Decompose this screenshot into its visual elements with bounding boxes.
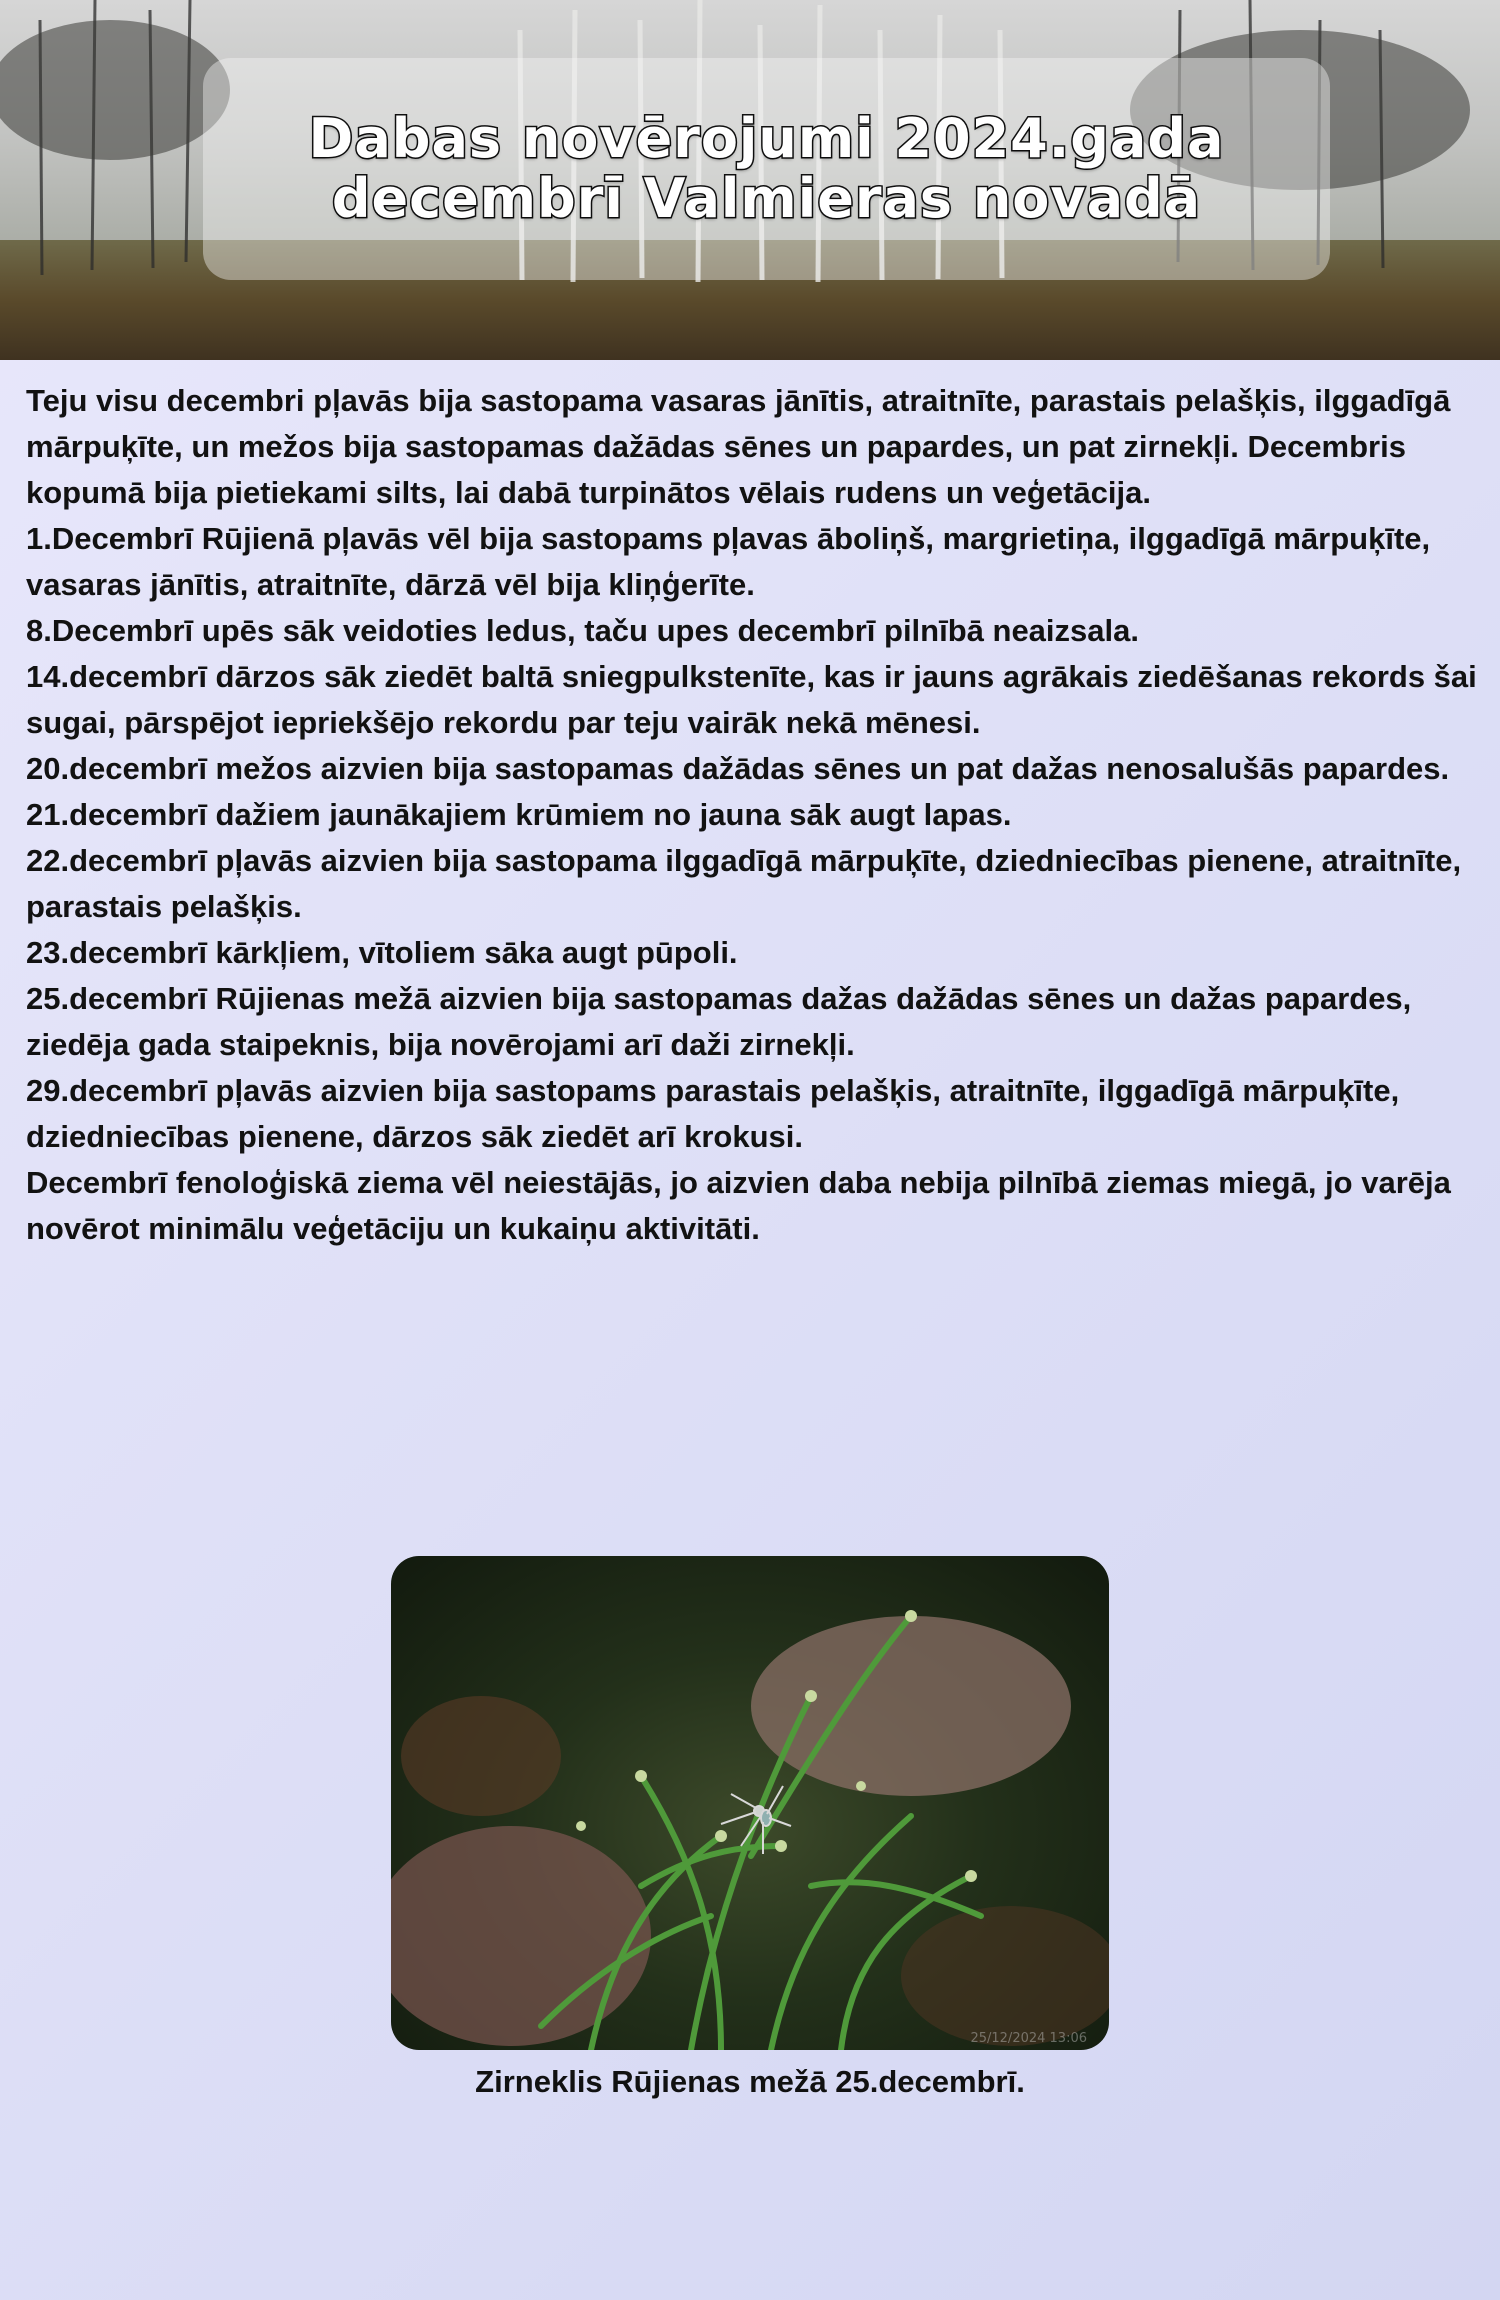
paragraph-dec-25: 25.decembrī Rūjienas mežā aizvien bija sastopamas dažas dažādas sēnes un dažas papardes, ziedēja gada staipeknis, bija novērojami arī daži zirnekļi.: [26, 981, 1412, 1062]
page-title-line-2: decembrī Valmieras novadā: [331, 167, 1202, 230]
page-title-line-1: Dabas novērojumi 2024.gada: [308, 107, 1225, 170]
page-title: [309, 109, 1225, 229]
paragraph-conclusion: Decembrī fenoloģiskā ziema vēl neiestājās, jo aizvien daba nebija pilnībā ziemas miegā, jo varēja novērot minimālu veģetāciju un kukaiņu aktivitāti.: [26, 1165, 1451, 1246]
paragraph-dec-22: 22.decembrī pļavās aizvien bija sastopama ilggadīgā mārpuķīte, dziedniecības pienene, atraitnīte, parastais pelašķis.: [26, 843, 1462, 924]
paragraph-dec-29: 29.decembrī pļavās aizvien bija sastopams parastais pelašķis, atraitnīte, ilggadīgā mārpuķīte, dziedniecības pienene, dārzos sāk ziedēt arī krokusi.: [26, 1073, 1400, 1154]
photo-caption: Zirneklis Rūjienas mežā 25.decembrī.: [475, 2064, 1025, 2099]
article-body: [26, 378, 1481, 1252]
paragraph-dec-1: 1.Decembrī Rūjienā pļavās vēl bija sastopams pļavas āboliņš, margrietiņa, ilggadīgā mārpuķīte, vasaras jānītis, atraitnīte, dārzā vēl bija kliņģerīte.: [26, 521, 1431, 602]
paragraph-dec-14: 14.decembrī dārzos sāk ziedēt baltā sniegpulkstenīte, kas ir jauns agrākais ziedēšanas rekords šai sugai, pārspējot iepriekšējo rekordu par teju vairāk nekā mēnesi.: [26, 659, 1477, 740]
paragraph-dec-21: 21.decembrī dažiem jaunākajiem krūmiem no jauna sāk augt lapas.: [26, 797, 1012, 832]
header-banner: [0, 0, 1500, 360]
paragraph-dec-23: 23.decembrī kārkļiem, vītoliem sāka augt pūpoli.: [26, 935, 738, 970]
spider-photo-image: [391, 1556, 1109, 2050]
title-card: [203, 58, 1330, 280]
photo-timestamp: 25/12/2024 13:06: [970, 2031, 1087, 2046]
spider-photo: [391, 1556, 1109, 2050]
paragraph-dec-20: 20.decembrī mežos aizvien bija sastopamas dažādas sēnes un pat dažas nenosalušās papardes.: [26, 751, 1450, 786]
paragraph-intro: Teju visu decembri pļavās bija sastopama vasaras jānītis, atraitnīte, parastais pelašķis, ilggadīgā mārpuķīte, un mežos bija sastopamas dažādas sēnes un papardes, un pat zirnekļi. Decembris kopumā bija pietiekami silts, lai dabā turpinātos vēlais rudens un veģetācija.: [26, 383, 1451, 510]
paragraph-dec-8: 8.Decembrī upēs sāk veidoties ledus, taču upes decembrī pilnībā neaizsala.: [26, 613, 1139, 648]
